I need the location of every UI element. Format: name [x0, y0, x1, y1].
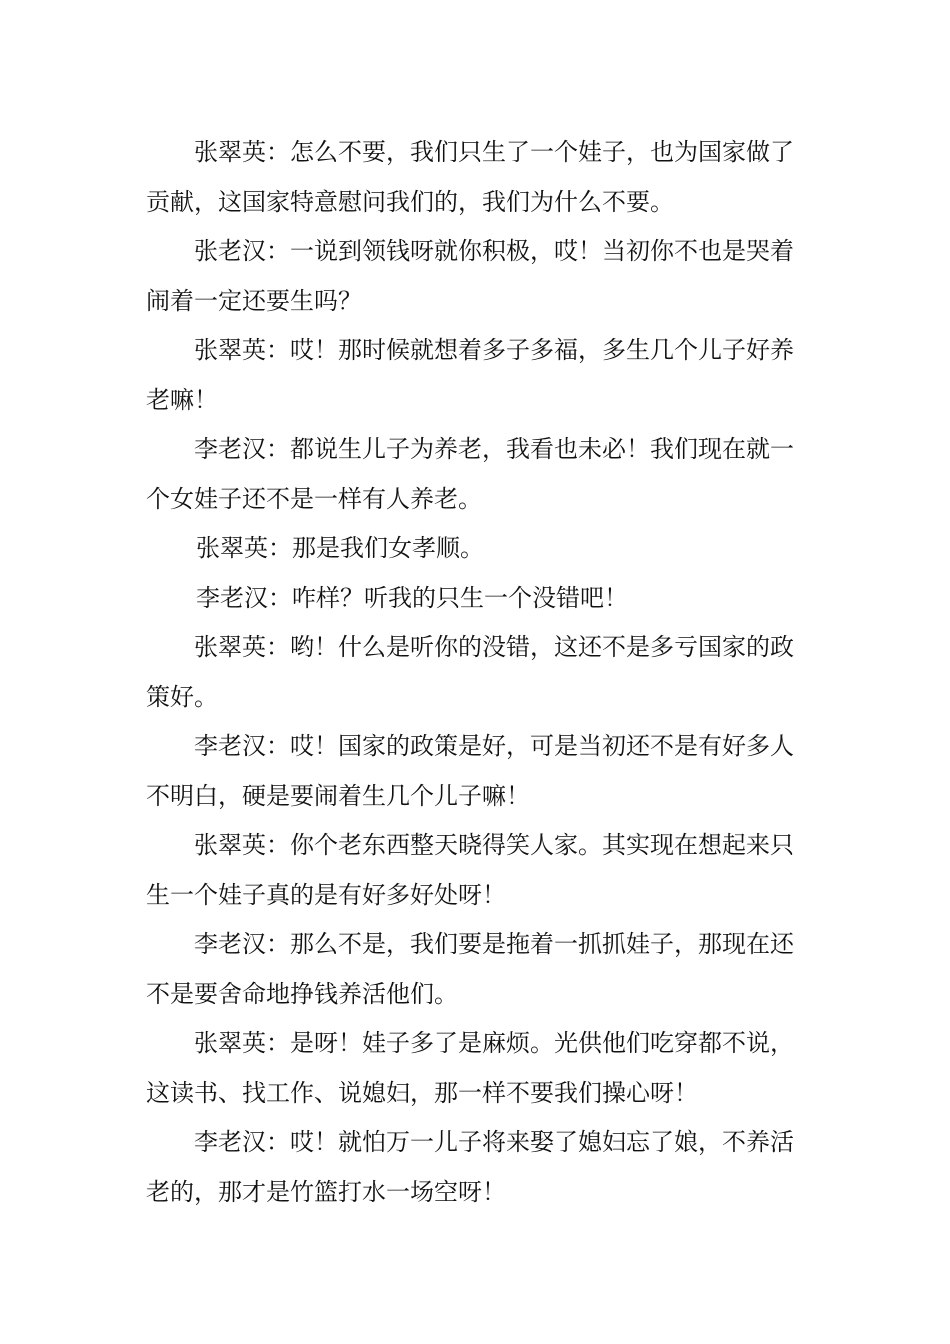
dialogue-paragraph-9: 张翠英：你个老东西整天晓得笑人家。其实现在想起来只生一个娃子真的是有好多好处呀！ [146, 831, 794, 909]
dialogue-paragraph-4: 李老汉：都说生儿子为养老，我看也未必！我们现在就一个女娃子还不是一样有人养老。 [146, 435, 794, 513]
dialogue-paragraph-2: 张老汉：一说到领钱呀就你积极，哎！当初你不也是哭着闹着一定还要生吗？ [146, 237, 794, 315]
dialogue-paragraph-5: 张翠英：那是我们女孝顺。 [196, 534, 484, 562]
dialogue-paragraph-3: 张翠英：哎！那时候就想着多子多福，多生几个儿子好养老嘛！ [146, 336, 794, 414]
dialogue-paragraph-12: 李老汉：哎！就怕万一儿子将来娶了媳妇忘了娘，不养活老的，那才是竹篮打水一场空呀！ [146, 1128, 794, 1206]
dialogue-paragraph-11: 张翠英：是呀！娃子多了是麻烦。光供他们吃穿都不说，这读书、找工作、说媳妇，那一样不要我们操心呀！ [146, 1029, 794, 1107]
dialogue-paragraph-10: 李老汉：那么不是，我们要是拖着一抓抓娃子，那现在还不是要舍命地挣钱养活他们。 [146, 930, 794, 1008]
dialogue-paragraph-6: 李老汉：咋样？听我的只生一个没错吧！ [196, 583, 628, 612]
dialogue-paragraph-8: 李老汉：哎！国家的政策是好，可是当初还不是有好多人不明白，硬是要闹着生几个儿子嘛！ [146, 732, 794, 810]
dialogue-paragraph-7: 张翠英：哟！什么是听你的没错，这还不是多亏国家的政策好。 [146, 633, 794, 711]
dialogue-paragraph-1: 张翠英：怎么不要，我们只生了一个娃子，也为国家做了贡献，这国家特意慰问我们的，我们为什么不要。 [146, 138, 794, 216]
document-body [146, 128, 810, 1217]
